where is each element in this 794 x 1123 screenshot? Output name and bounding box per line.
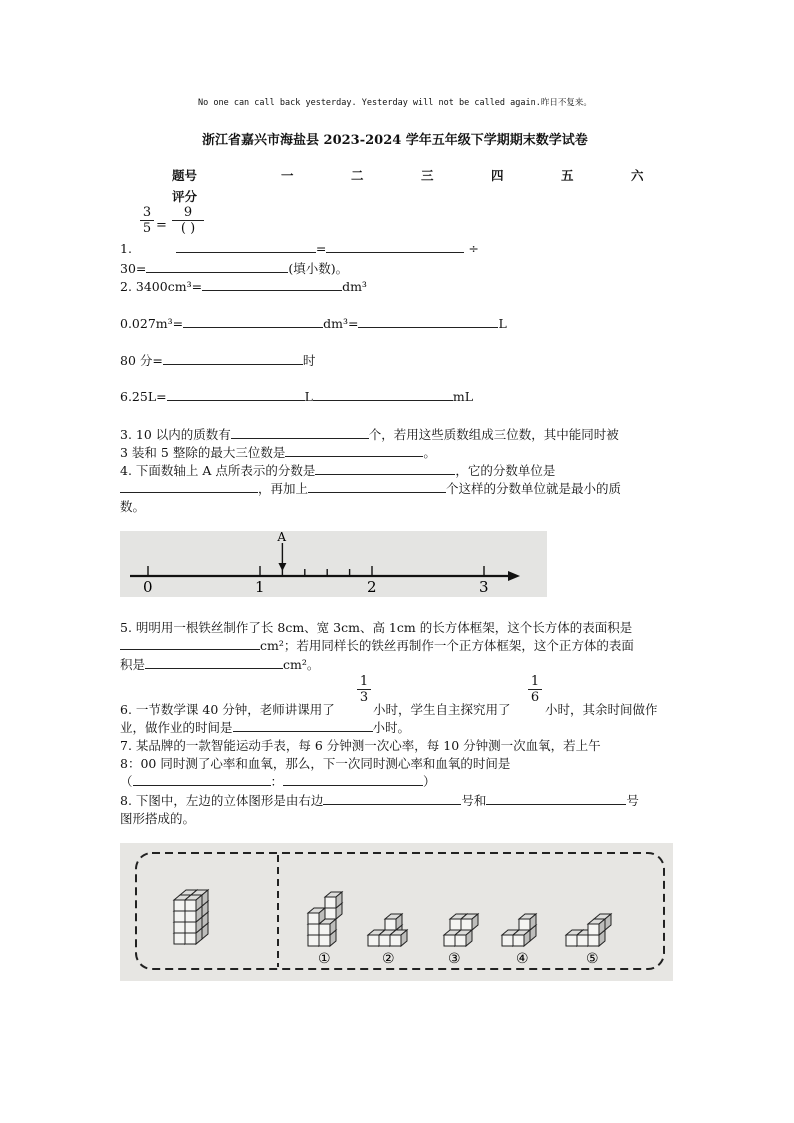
q2-line4-unit: mL: [452, 389, 474, 404]
q4-line1: [120, 461, 555, 479]
score-table-header-label: 题号: [172, 168, 198, 183]
cube: [455, 930, 472, 946]
q1-line2-end: (填小数)。: [288, 261, 349, 276]
score-table-col-5: 五: [561, 168, 574, 183]
q5-line3: [120, 655, 319, 673]
q4-blank-2[interactable]: [120, 480, 258, 493]
number-line-tick-label: 0: [143, 578, 153, 596]
q6-line1-b: 小时，学生自主探究用了: [373, 702, 511, 717]
cube: [390, 930, 407, 946]
q8-blank-1[interactable]: [323, 792, 461, 805]
cube: [461, 914, 478, 930]
score-table-col-4: 四: [491, 168, 504, 183]
q1-fraction2: [172, 205, 204, 236]
q2-line2-start: 0.027m³=: [120, 316, 184, 331]
q2-line1: [120, 278, 367, 294]
q5-line3-start: 积是: [120, 657, 146, 672]
q6-fraction-1-denominator: 3: [359, 690, 369, 705]
q6-fraction-2: [528, 674, 542, 705]
q6-fraction-1-numerator: 1: [359, 674, 369, 689]
q1-fraction2-numerator: 9: [183, 205, 193, 220]
q6-blank-1[interactable]: [233, 719, 373, 732]
number-line-svg: [120, 531, 547, 597]
q1-blank-1[interactable]: [176, 240, 316, 253]
q2-blank-2[interactable]: [183, 315, 323, 328]
q2-line3: [120, 351, 315, 369]
point-a-label: A: [277, 531, 287, 544]
cubes-svg: [120, 843, 673, 981]
q2-line2-mid: dm³=: [323, 316, 359, 331]
number-line-figure: [120, 531, 547, 597]
q2-line3-start: 80 分=: [120, 353, 163, 368]
page-title: 浙江省嘉兴市海盐县 2023-2024 学年五年级下学期期末数学试卷: [202, 133, 588, 148]
number-line-tick-label: 2: [367, 578, 377, 596]
q4-line1-start: 4. 下面数轴上 A 点所表示的分数是: [120, 463, 316, 478]
q5-line1: 5. 明明用一根铁丝制作了长 8cm、宽 3cm、高 1cm 的长方体框架，这个长方体的表面积是: [120, 620, 633, 635]
q6-line2: [120, 718, 410, 736]
q2-line4-start: 6.25L=: [120, 389, 167, 404]
q2-blank-1[interactable]: [202, 278, 342, 291]
cube: [385, 914, 402, 930]
q7-close-paren: ）: [423, 774, 436, 789]
q4-line2: [120, 479, 621, 497]
q7-line2: 8：00 同时测了心率和血氧，那么，下一次同时测心率和血氧的时间是: [120, 756, 511, 771]
score-table-score-label: 评分: [172, 189, 198, 204]
q1-fraction-denominator: 5: [142, 221, 152, 236]
cube: [519, 914, 536, 930]
option-label: ⑤: [586, 951, 599, 967]
q7-blank-hour[interactable]: [133, 773, 271, 786]
number-line-ticks: [148, 566, 484, 576]
option-label: ③: [448, 951, 461, 967]
q5-line2-unit: cm²；若用同样长的铁丝再制作一个正方体框架，这个正方体的表面: [260, 638, 634, 653]
q4-line1-end: ，它的分数单位是: [455, 463, 556, 478]
q3-line1: [120, 425, 619, 443]
q7-colon: ：: [270, 774, 284, 789]
q2-blank-5[interactable]: [167, 388, 305, 401]
q8-line2: 图形搭成的。: [120, 811, 196, 826]
q4-line2-mid: ，再加上: [258, 481, 309, 496]
q8-line1-start: 8. 下图中，左边的立体图形是由右边: [120, 793, 324, 808]
q1-fraction: [140, 205, 154, 236]
q2-blank-3[interactable]: [358, 315, 498, 328]
q3-blank-1[interactable]: [231, 426, 369, 439]
option-label: ①: [318, 951, 331, 967]
q2-line3-unit: 时: [302, 353, 316, 368]
q3-blank-2[interactable]: [285, 444, 423, 457]
q5-blank-1[interactable]: [120, 637, 260, 650]
q8-line1-end: 号: [626, 793, 639, 808]
score-table-col-3: 三: [421, 168, 434, 183]
score-table-col-6: 六: [631, 168, 644, 183]
q1-fraction2-denominator: ( ): [180, 221, 196, 236]
q1-divide: ÷: [468, 241, 479, 256]
q2-line4: [120, 388, 473, 404]
cube: [588, 919, 605, 935]
cube-drawings: [174, 890, 611, 946]
q2-blank-4[interactable]: [163, 352, 303, 365]
q2-line1-start: 2. 3400cm³=: [120, 279, 203, 294]
q4-blank-3[interactable]: [308, 480, 446, 493]
q4-line2-end: 个这样的分数单位就是最小的质: [446, 481, 622, 496]
q7-line1: 7. 某品牌的一款智能运动手表，每 6 分钟测一次心率，每 10 分钟测一次血氧，若上午: [120, 738, 601, 753]
q3-line2: [120, 443, 436, 461]
q3-line1-start: 3. 10 以内的质数有: [120, 427, 231, 442]
q6-fraction-2-numerator: 1: [530, 674, 540, 689]
q5-line2: [120, 636, 634, 654]
q1-line1: [120, 240, 479, 256]
q7-blank-minute[interactable]: [283, 773, 423, 786]
q1-line2-start: 30=: [120, 261, 147, 276]
q7-line3: [120, 772, 436, 790]
cubes-figure: [120, 843, 673, 981]
q6-line2-end: 小时。: [372, 720, 411, 735]
q1-blank-2[interactable]: [326, 240, 464, 253]
q1-equals-2: =: [315, 241, 327, 256]
q6-line1-a: 6. 一节数学课 40 分钟，老师讲课用了: [120, 702, 335, 717]
q4-line3: 数。: [120, 499, 146, 514]
q6-line1-c: 小时，其余时间做作: [545, 702, 658, 717]
option-label: ④: [516, 951, 529, 967]
option-label: ②: [382, 951, 395, 967]
q1-number: 1.: [120, 241, 132, 256]
q6-fraction-2-denominator: 6: [530, 690, 540, 705]
q6-line2-start: 业，做作业的时间是: [120, 720, 233, 735]
cube: [308, 908, 325, 924]
q8-line1-mid: 号和: [461, 793, 487, 808]
header-motto: No one can call back yesterday. Yesterday will not be called again.昨日不复来。: [198, 98, 592, 108]
dashed-frame: [136, 853, 664, 969]
q2-line2: [120, 315, 507, 331]
q8-blank-2[interactable]: [486, 792, 626, 805]
q2-line2-unit: L: [498, 316, 507, 331]
option-labels: [318, 951, 599, 967]
q1-fraction-numerator: 3: [142, 205, 152, 220]
score-table-col-2: 二: [351, 168, 364, 183]
cube: [185, 895, 202, 911]
q1-blank-3[interactable]: [146, 260, 288, 273]
q3-line1-end: 个，若用这些质数组成三位数，其中能同时被: [368, 427, 619, 442]
number-line-tick-label: 1: [255, 578, 265, 596]
q1-line2: [120, 259, 348, 277]
q3-line2-end: 。: [423, 445, 436, 460]
cube: [325, 892, 342, 908]
q8-line1: [120, 791, 639, 809]
q2-blank-6[interactable]: [313, 388, 453, 401]
number-line-labels: [143, 578, 489, 596]
q4-blank-1[interactable]: [315, 462, 455, 475]
score-table-col-1: 一: [281, 168, 294, 183]
q3-line2-start: 3 装和 5 整除的最大三位数是: [120, 445, 286, 460]
q2-line4-mid: L: [304, 389, 313, 404]
q7-open-paren: （: [120, 774, 133, 789]
point-a-arrow-head: [278, 563, 286, 571]
q6-fraction-1: [357, 674, 371, 705]
number-line-arrow-head: [508, 571, 520, 581]
q1-equals: =: [156, 218, 167, 233]
q5-blank-2[interactable]: [145, 656, 283, 669]
cube: [513, 930, 530, 946]
q2-line1-unit: dm³: [342, 279, 367, 294]
q5-line3-unit: cm²。: [283, 657, 320, 672]
number-line-tick-label: 3: [479, 578, 489, 596]
